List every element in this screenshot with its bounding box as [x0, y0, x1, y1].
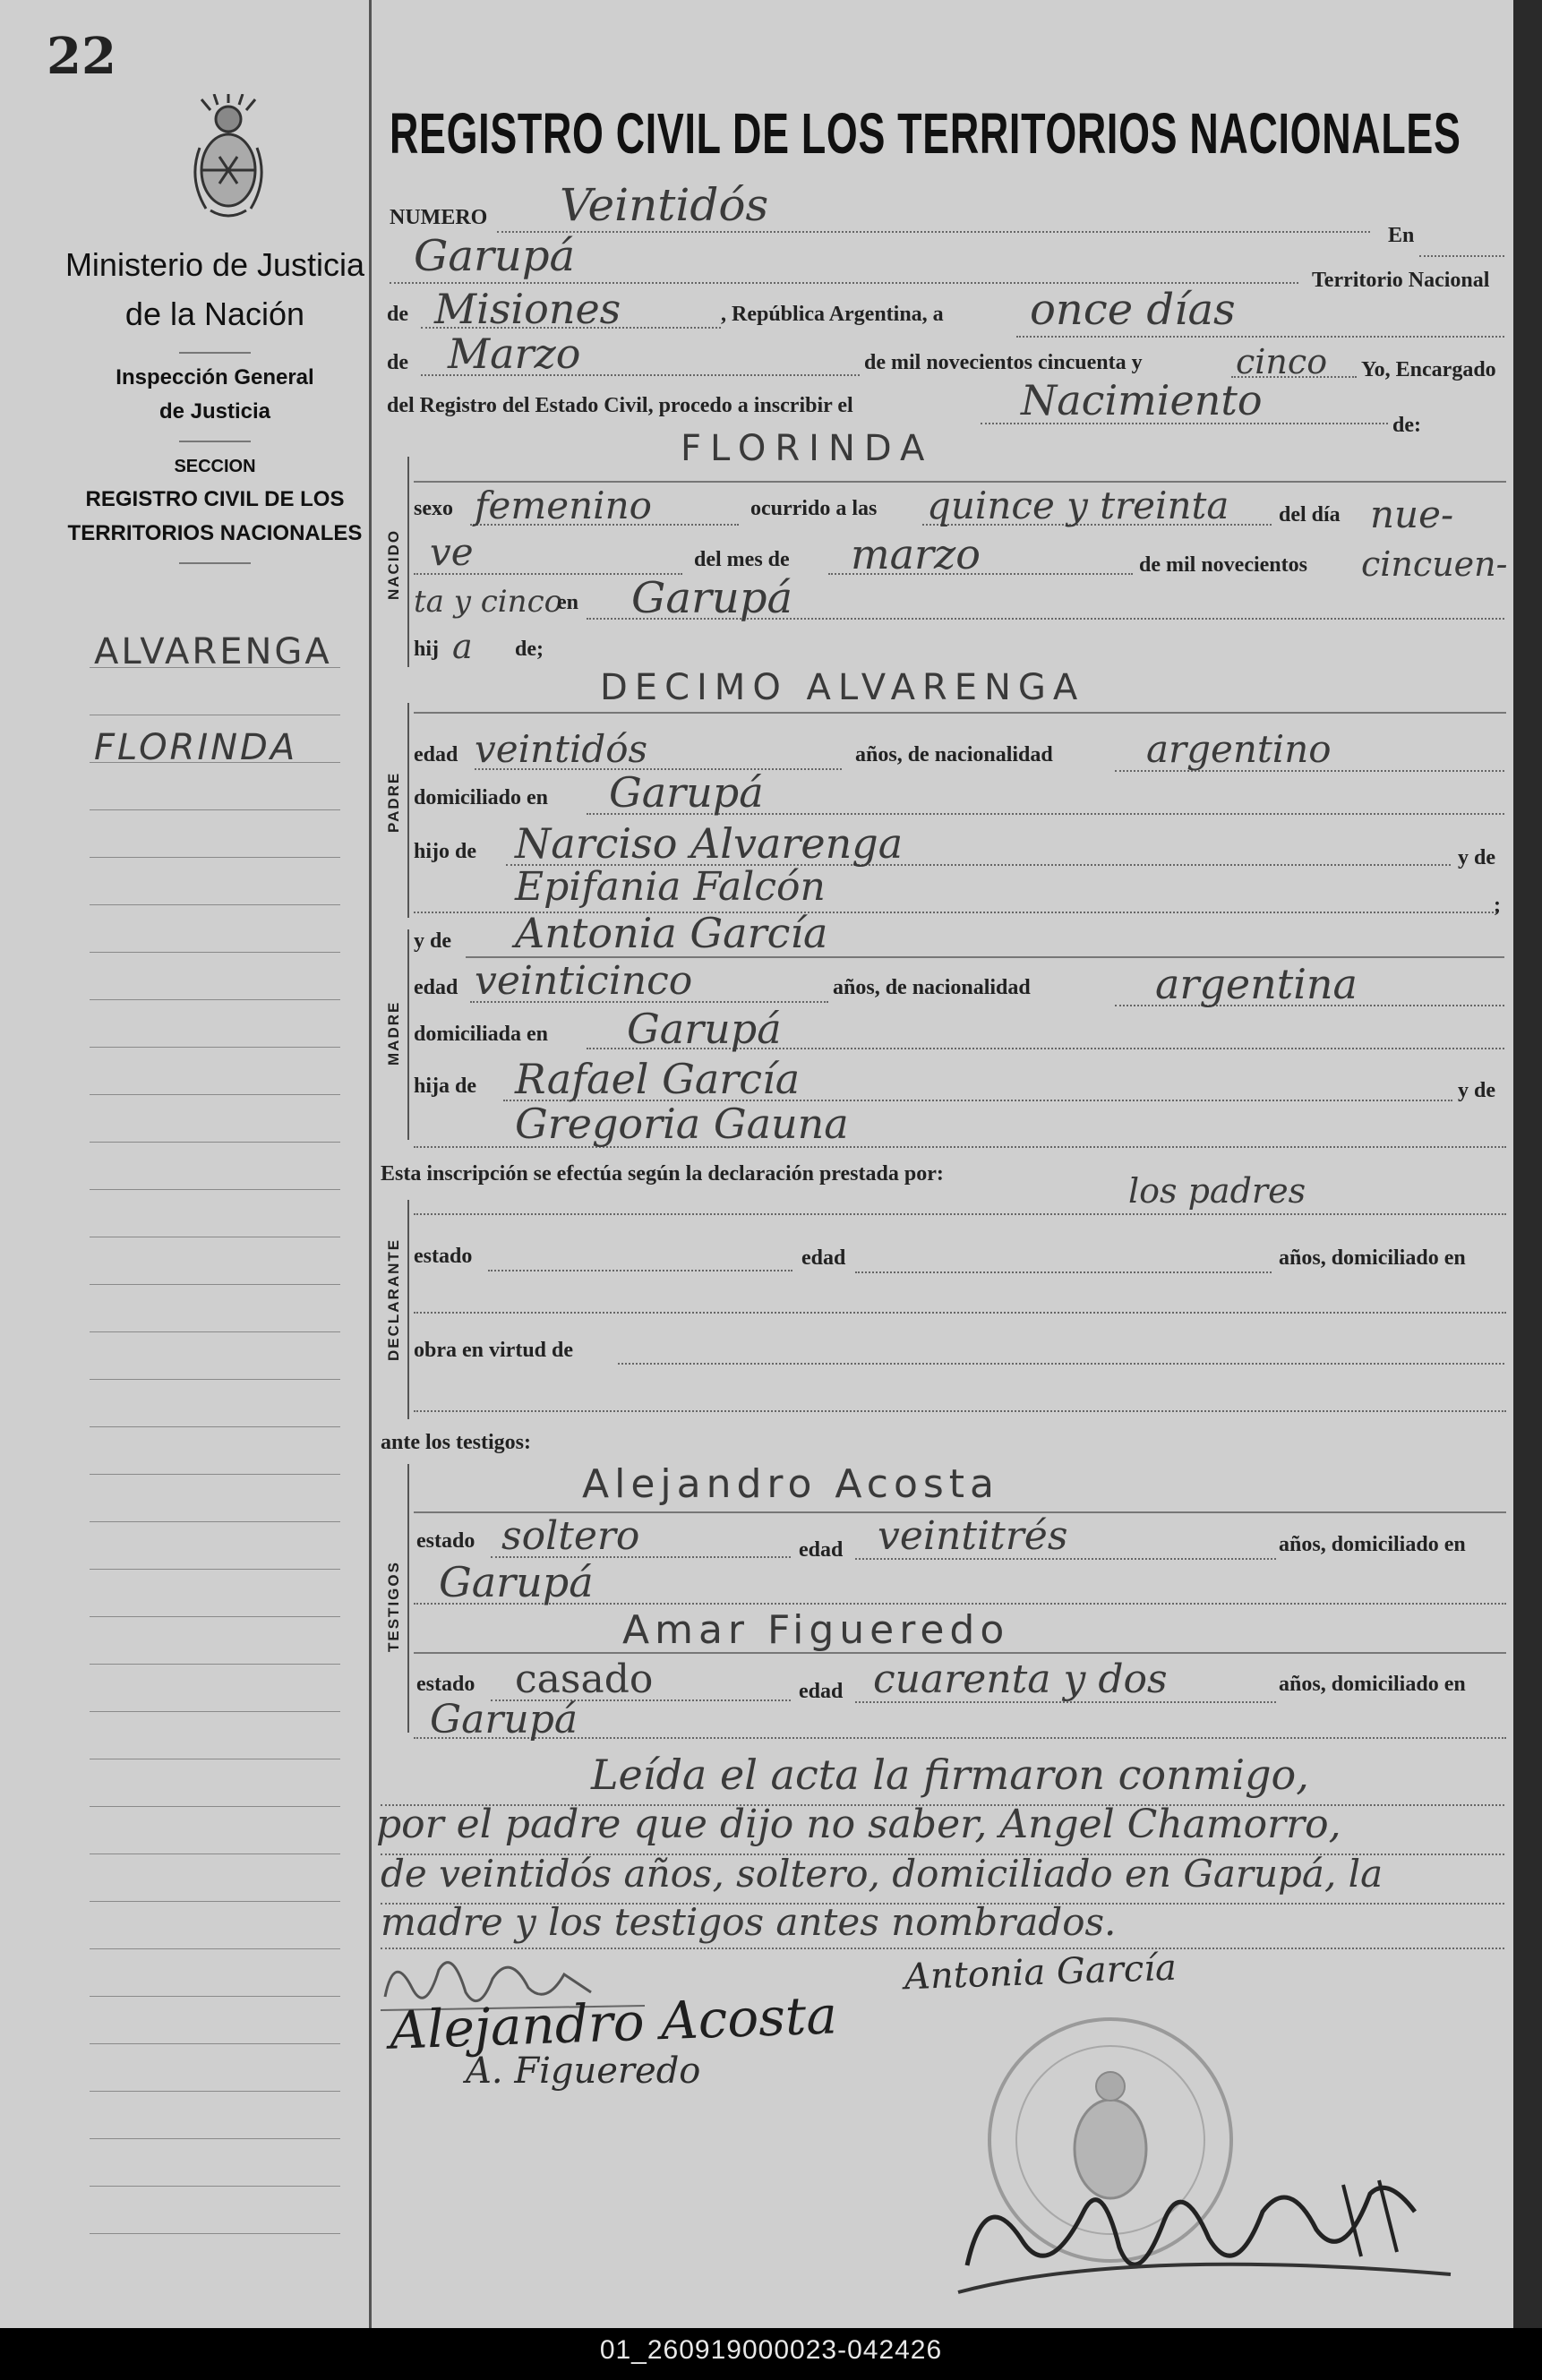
index-line	[90, 1996, 340, 1997]
w2-name-value: Amar Figueredo	[622, 1607, 1010, 1653]
day-value: once días	[1030, 285, 1236, 335]
w1-estado-value: soltero	[501, 1513, 640, 1559]
index-line	[90, 904, 340, 905]
numero-value: Veintidós	[560, 179, 769, 231]
act-value: Nacimiento	[1021, 376, 1263, 424]
en-label: En	[1388, 224, 1415, 247]
index-line	[90, 1426, 340, 1427]
madre-yde2-label: y de	[1458, 1079, 1495, 1102]
index-line	[90, 857, 340, 858]
inspection-underline	[179, 441, 251, 442]
madre-edad-value: veinticinco	[475, 958, 693, 1004]
w2-estado-value: casado	[515, 1657, 654, 1702]
madre-name-value: Antonia García	[515, 909, 828, 957]
w1-anos-label: años, domiciliado en	[1279, 1533, 1466, 1556]
w2-estado-label: estado	[416, 1673, 475, 1696]
territory-value: Misiones	[434, 285, 621, 333]
madre-hija-label: hija de	[414, 1074, 477, 1098]
nacido-side-label: NACIDO	[385, 528, 402, 600]
declarante-edad-label: edad	[801, 1246, 846, 1270]
year-value-a: cincuen-	[1361, 544, 1508, 584]
w2-domicilio-value: Garupá	[430, 1697, 578, 1742]
testigos-bracket	[407, 1464, 409, 1733]
index-line	[90, 667, 340, 668]
index-line	[90, 1853, 340, 1854]
w1-edad-value: veintitrés	[878, 1513, 1068, 1559]
padre-nacionalidad-value: argentino	[1146, 727, 1332, 771]
padre-side-label: PADRE	[385, 771, 402, 833]
column-divider	[369, 0, 372, 2328]
page-edge	[1513, 0, 1542, 2328]
index-line	[90, 1711, 340, 1712]
declarante-obra-label: obra en virtud de	[414, 1339, 574, 1362]
closing-text-3: de veintidós años, soltero, domiciliado en Garupá, la	[381, 1852, 1384, 1896]
w1-name-value: Alejandro Acosta	[582, 1461, 1000, 1507]
index-line	[90, 1521, 340, 1522]
de-colon-label: de:	[1392, 414, 1421, 437]
en-label-2: en	[557, 591, 578, 614]
w1-estado-label: estado	[416, 1529, 475, 1553]
index-line	[90, 1331, 340, 1332]
declarante-line-1	[414, 1213, 1506, 1215]
year-label: de mil novecientos cincuenta y	[864, 351, 1143, 374]
section-underline	[179, 562, 251, 564]
index-line	[90, 1474, 340, 1475]
declarante-anos-label: años, domiciliado en	[1279, 1246, 1466, 1270]
territorio-label: Territorio Nacional	[1312, 269, 1490, 292]
day-value-b: ve	[430, 530, 474, 574]
index-line	[90, 2091, 340, 2092]
padre-nacionalidad-label: años, de nacionalidad	[855, 743, 1053, 766]
signature-witness-2: A. Figueredo	[466, 2050, 701, 2092]
index-line	[90, 999, 340, 1000]
index-line	[90, 1142, 340, 1143]
mes-value: marzo	[851, 530, 981, 578]
signature-mother: Antonia García	[904, 1947, 1178, 1999]
nacido-bracket	[407, 457, 409, 667]
index-line	[90, 1284, 340, 1285]
numero-label: NUMERO	[390, 206, 488, 229]
padre-domicilio-label: domiciliado en	[414, 786, 549, 809]
ministry-title-2: de la Nación	[124, 295, 305, 332]
testigos-intro-label: ante los testigos:	[381, 1431, 531, 1454]
padre-domicilio-value: Garupá	[609, 768, 764, 817]
index-line	[90, 1948, 340, 1949]
padre-bracket	[407, 703, 409, 918]
del-dia-label: del día	[1279, 503, 1341, 527]
closing-text-4: madre y los testigos antes nombrados.	[381, 1900, 1117, 1944]
nacido-place-value: Garupá	[631, 573, 793, 623]
inspection-title-1: Inspección General	[116, 365, 314, 390]
index-surname: ALVARENGA	[94, 631, 332, 672]
madre-edad-label: edad	[414, 976, 458, 999]
ocurrido-label: ocurrido a las	[750, 497, 878, 520]
mes-label: del mes de	[694, 548, 790, 571]
padre-semicolon: ;	[1494, 894, 1501, 917]
index-line	[90, 1569, 340, 1570]
padre-edad-value: veintidós	[475, 727, 648, 771]
index-line	[90, 762, 340, 763]
numero-line	[497, 231, 1370, 233]
declarante-edad-line	[855, 1271, 1272, 1273]
index-line	[90, 1379, 340, 1380]
index-line	[90, 1189, 340, 1190]
madre-domicilio-value: Garupá	[627, 1005, 782, 1053]
year-value: cinco	[1236, 342, 1328, 381]
en-line	[1419, 255, 1504, 257]
mil-label: de mil novecientos	[1139, 553, 1307, 577]
madre-father-value: Rafael García	[515, 1055, 801, 1103]
index-line	[90, 952, 340, 953]
ministry-title-1: Ministerio de Justicia	[64, 246, 365, 283]
index-line	[90, 1094, 340, 1095]
madre-domicilio-label: domiciliada en	[414, 1023, 549, 1046]
madre-nacionalidad-value: argentina	[1155, 960, 1358, 1008]
registrar-signature-icon	[949, 2158, 1469, 2310]
padre-name-value: DECIMO ALVARENGA	[600, 667, 1085, 708]
declarante-line-2	[414, 1312, 1506, 1314]
declarante-line-3	[414, 1410, 1506, 1412]
section-title-3: TERRITORIOS NACIONALES	[67, 521, 363, 545]
closing-text-1: Leída el acta la firmaron conmigo,	[591, 1751, 1309, 1799]
declarante-bracket	[407, 1200, 409, 1419]
registro-label: del Registro del Estado Civil, procedo a inscribir el	[387, 394, 853, 417]
testigos-side-label: TESTIGOS	[385, 1561, 402, 1652]
madre-mother-value: Gregoria Gauna	[515, 1100, 849, 1148]
index-line	[90, 2138, 340, 2139]
declarante-estado-label: estado	[414, 1245, 473, 1268]
coat-of-arms-icon	[184, 94, 273, 228]
hour-value: quince y treinta	[927, 484, 1229, 527]
w2-anos-label: años, domiciliado en	[1279, 1673, 1466, 1696]
index-given-name: FLORINDA	[94, 727, 298, 768]
year-value-b: ta y cinco	[414, 584, 563, 620]
signature-witness-1: Alejandro Acosta	[388, 1984, 838, 2061]
index-line	[90, 1616, 340, 1617]
declarante-estado-line	[488, 1270, 792, 1271]
index-line	[90, 2043, 340, 2044]
de-label-3: de;	[515, 638, 544, 661]
place-line	[390, 282, 1298, 284]
de-label-2: de	[387, 351, 408, 374]
index-line	[90, 809, 340, 810]
index-line	[90, 1047, 340, 1048]
declarante-intro-label: Esta inscripción se efectúa según la declaración prestada por:	[381, 1162, 944, 1186]
w2-edad-label: edad	[799, 1680, 844, 1703]
index-line	[90, 2233, 340, 2234]
inspection-title-2: de Justicia	[158, 399, 271, 424]
index-line	[90, 2186, 340, 2187]
madre-nacionalidad-label: años, de nacionalidad	[833, 976, 1031, 999]
madre-bracket	[407, 929, 409, 1140]
sexo-label: sexo	[414, 497, 453, 520]
madre-yde-label: y de	[414, 929, 451, 953]
madre-side-label: MADRE	[385, 1000, 402, 1066]
padre-name-line	[414, 712, 1506, 714]
month-value: Marzo	[448, 330, 581, 378]
image-caption: 01_260919000023-042426	[599, 2335, 943, 2365]
hij-label: hij	[414, 638, 440, 661]
index-line	[90, 1664, 340, 1665]
day-line	[1016, 336, 1504, 338]
sexo-value: femenino	[475, 484, 652, 527]
declarante-obra-line	[618, 1363, 1504, 1365]
nacido-name-line	[414, 481, 1506, 483]
de-label: de	[387, 303, 408, 326]
ministry-underline	[179, 352, 251, 354]
day-value-a: nue-	[1370, 492, 1454, 536]
section-title-2: REGISTRO CIVIL DE LOS	[85, 487, 345, 511]
padre-mother-value: Epifania Falcón	[515, 864, 826, 910]
padre-edad-label: edad	[414, 743, 458, 766]
declarante-side-label: DECLARANTE	[385, 1237, 402, 1361]
padre-yde-label: y de	[1458, 846, 1495, 869]
yo-label: Yo, Encargado	[1361, 358, 1496, 381]
document-title: REGISTRO CIVIL DE LOS TERRITORIOS NACIONALES	[390, 101, 1461, 166]
padre-hijo-label: hijo de	[414, 840, 477, 863]
republica-label: , República Argentina, a	[721, 303, 944, 326]
w1-edad-label: edad	[799, 1538, 844, 1562]
index-line	[90, 1806, 340, 1807]
nacido-name-value: FLORINDA	[681, 428, 934, 469]
index-line	[90, 1901, 340, 1902]
hij-value: a	[452, 627, 473, 666]
page-number: 22	[47, 27, 116, 86]
place-value: Garupá	[414, 231, 576, 281]
w1-domicilio-value: Garupá	[439, 1558, 594, 1606]
closing-text-2: por el padre que dijo no saber, Angel Chamorro,	[376, 1802, 1341, 1847]
declarante-intro-value: los padres	[1128, 1171, 1306, 1211]
padre-father-value: Narciso Alvarenga	[515, 819, 904, 868]
section-title-1: SECCION	[174, 457, 256, 476]
w2-edad-value: cuarenta y dos	[873, 1657, 1168, 1702]
